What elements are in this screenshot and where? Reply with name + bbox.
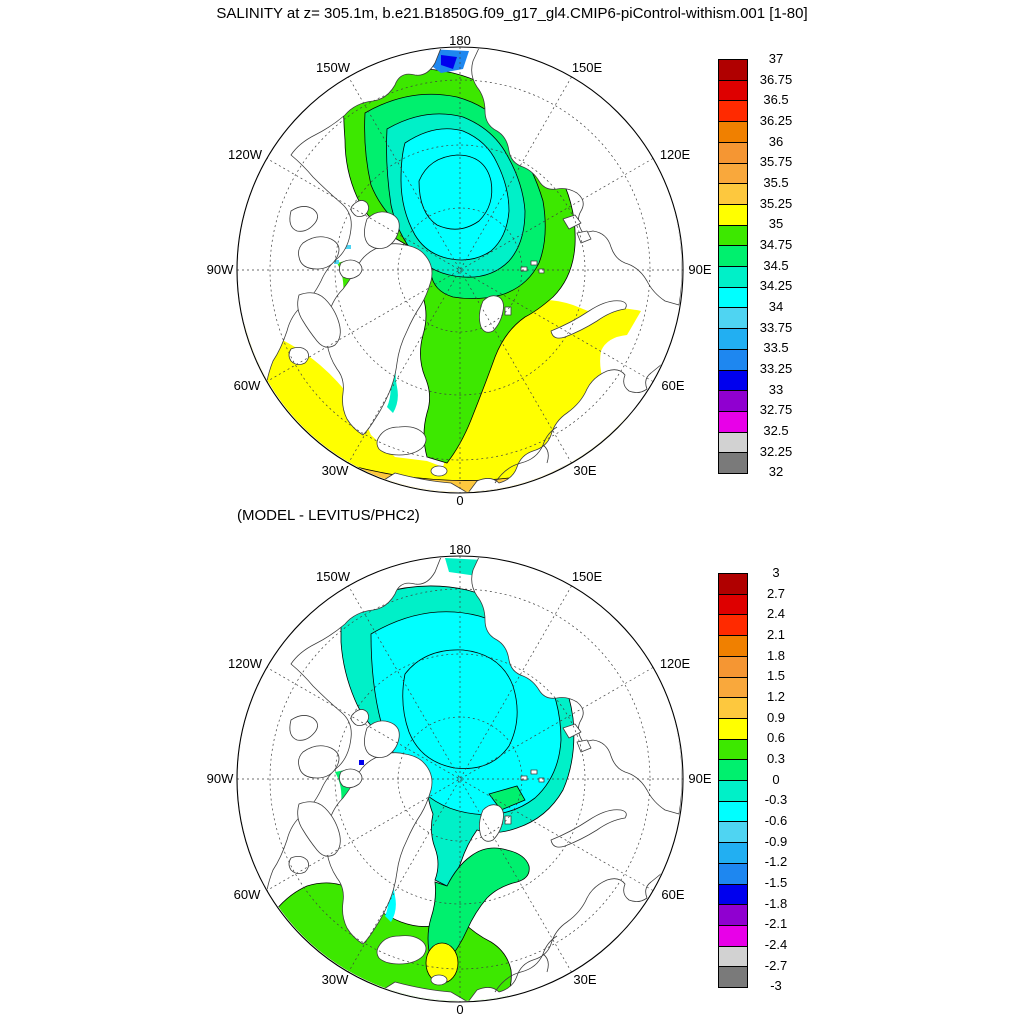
colorbar-label: 0.9 bbox=[766, 710, 786, 725]
colorbar-box bbox=[719, 308, 747, 329]
colorbar-box bbox=[719, 864, 747, 885]
colorbar-label: 32.75 bbox=[759, 402, 793, 417]
colorbar-label: 2.7 bbox=[766, 586, 786, 601]
colorbar-label: 3 bbox=[772, 565, 780, 580]
colorbar-box bbox=[719, 412, 747, 433]
colorbar-label: 35.25 bbox=[759, 196, 793, 211]
colorbar-label: -2.1 bbox=[764, 916, 788, 931]
colorbar-label: -2.7 bbox=[764, 958, 788, 973]
colorbar-label: 33.5 bbox=[763, 340, 789, 355]
colorbar-label: 0.3 bbox=[766, 751, 786, 766]
colorbar-box bbox=[719, 760, 747, 781]
colorbar-box bbox=[719, 60, 747, 81]
speck-blue bbox=[359, 760, 364, 765]
colorbar-label: 1.8 bbox=[766, 648, 786, 663]
colorbar-box bbox=[719, 967, 747, 987]
colorbar-box bbox=[719, 288, 747, 309]
colorbar-label: 0 bbox=[772, 772, 780, 787]
colorbar-label: 36 bbox=[768, 134, 784, 149]
colorbar-box bbox=[719, 122, 747, 143]
colorbar-label: 37 bbox=[768, 51, 784, 66]
colorbar-label: 34 bbox=[768, 299, 784, 314]
colorbar-box bbox=[719, 595, 747, 616]
colorbar-box bbox=[719, 657, 747, 678]
colorbar-label: 32 bbox=[768, 464, 784, 479]
colorbar-label: 33.75 bbox=[759, 320, 793, 335]
colorbar-boxes bbox=[718, 59, 748, 474]
colorbar-label: 32.25 bbox=[759, 444, 793, 459]
colorbar-label: 34.75 bbox=[759, 237, 793, 252]
colorbar-label: -1.8 bbox=[764, 896, 788, 911]
colorbar-box bbox=[719, 905, 747, 926]
colorbar-box bbox=[719, 371, 747, 392]
colorbar-box bbox=[719, 184, 747, 205]
colorbar-label: 35 bbox=[768, 216, 784, 231]
colorbar-label: 33.25 bbox=[759, 361, 793, 376]
colorbar-box bbox=[719, 391, 747, 412]
colorbar-box bbox=[719, 329, 747, 350]
colorbar-box bbox=[719, 740, 747, 761]
colorbar-label: 0.6 bbox=[766, 730, 786, 745]
colorbar-label: 36.75 bbox=[759, 72, 793, 87]
colorbar-label: -3 bbox=[770, 978, 782, 993]
colorbar-label: 36.25 bbox=[759, 113, 793, 128]
colorbar-box bbox=[719, 205, 747, 226]
colorbar-box bbox=[719, 101, 747, 122]
map-panel-difference bbox=[195, 514, 725, 1024]
colorbar-box bbox=[719, 615, 747, 636]
colorbar-box bbox=[719, 246, 747, 267]
colorbar-label: 2.4 bbox=[766, 606, 786, 621]
colorbar-label: -1.5 bbox=[764, 875, 788, 890]
colorbar-box bbox=[719, 781, 747, 802]
colorbar-box bbox=[719, 574, 747, 595]
colorbar-difference bbox=[718, 565, 828, 993]
colorbar-label: 35.75 bbox=[759, 154, 793, 169]
colorbar-box bbox=[719, 636, 747, 657]
colorbar-label: 32.5 bbox=[763, 423, 789, 438]
colorbar-label: -0.9 bbox=[764, 834, 788, 849]
speck-yellow-kara bbox=[597, 323, 605, 329]
colorbar-label: 34.25 bbox=[759, 278, 793, 293]
colorbar-box bbox=[719, 947, 747, 968]
colorbar-label: -0.3 bbox=[764, 792, 788, 807]
colorbar-box bbox=[719, 802, 747, 823]
colorbar-box bbox=[719, 164, 747, 185]
colorbar-label: -1.2 bbox=[764, 854, 788, 869]
colorbar-box bbox=[719, 822, 747, 843]
colorbar-box bbox=[719, 143, 747, 164]
colorbar-label: 35.5 bbox=[763, 175, 789, 190]
colorbar-salinity bbox=[718, 51, 828, 479]
colorbar-box bbox=[719, 81, 747, 102]
colorbar-label: 1.5 bbox=[766, 668, 786, 683]
colorbar-label: -0.6 bbox=[764, 813, 788, 828]
colorbar-label: 2.1 bbox=[766, 627, 786, 642]
colorbar-label: 1.2 bbox=[766, 689, 786, 704]
colorbar-box bbox=[719, 678, 747, 699]
colorbar-box bbox=[719, 719, 747, 740]
colorbar-box bbox=[719, 843, 747, 864]
map-panel-salinity bbox=[195, 5, 725, 535]
colorbar-box bbox=[719, 926, 747, 947]
colorbar-box bbox=[719, 350, 747, 371]
colorbar-box bbox=[719, 885, 747, 906]
colorbar-box bbox=[719, 453, 747, 473]
colorbar-label: 36.5 bbox=[763, 92, 789, 107]
colorbar-box bbox=[719, 433, 747, 454]
figure-title: SALINITY at z= 305.1m, b.e21.B1850G.f09_g17_gl4.CMIP6-piControl-withism.001 [1-80] bbox=[216, 5, 808, 22]
colorbar-boxes bbox=[718, 573, 748, 988]
colorbar-box bbox=[719, 698, 747, 719]
colorbar-label: -2.4 bbox=[764, 937, 788, 952]
panel2-subtitle: (MODEL - LEVITUS/PHC2) bbox=[237, 507, 420, 524]
colorbar-label: 33 bbox=[768, 382, 784, 397]
colorbar-box bbox=[719, 267, 747, 288]
colorbar-box bbox=[719, 226, 747, 247]
colorbar-label: 34.5 bbox=[763, 258, 789, 273]
